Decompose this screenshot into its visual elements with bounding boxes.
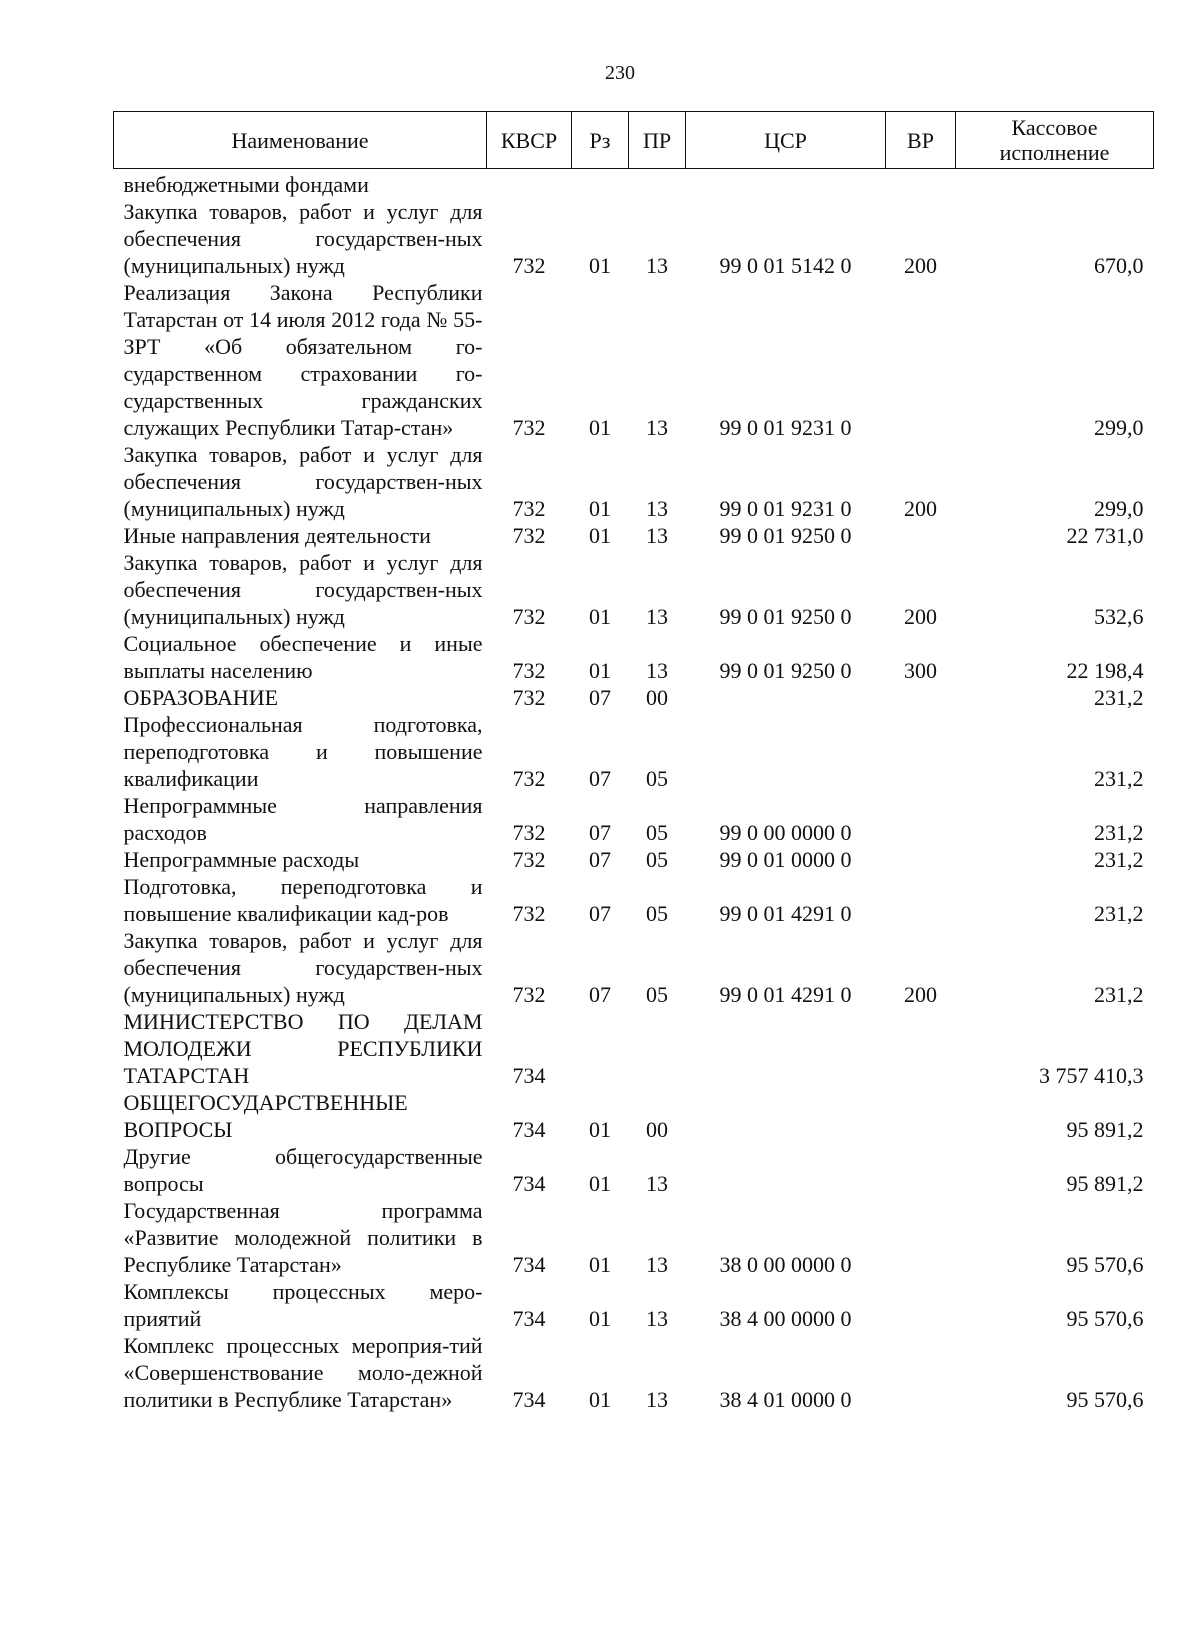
row-amount: 95 891,2 [1066,1117,1144,1142]
table-row [114,279,1154,441]
table-row [114,1332,1154,1413]
row-csr: 38 4 00 0000 0 [719,1306,852,1331]
row-rz: 07 [589,766,611,791]
row-vr [886,846,956,873]
row-csr: 99 0 00 0000 0 [719,820,852,845]
row-amount: 231,2 [1094,685,1144,710]
row-pr: 05 [646,847,668,872]
row-rz [572,169,629,199]
row-kvsr: 734 [512,1306,546,1331]
row-kvsr: 734 [512,1063,546,1088]
column-header-kvsr: КВСР [487,112,572,169]
table-header [114,112,1154,169]
row-rz: 07 [589,847,611,872]
row-rz: 01 [589,1306,611,1331]
row-rz: 01 [589,253,611,278]
row-amount: 22 198,4 [1066,658,1144,683]
table-row [114,1089,1154,1143]
row-vr [886,522,956,549]
row-rz: 01 [589,1252,611,1277]
row-name: Комплекс процессных мероприя-тий «Совершенствование моло-дежной политики в Республике Татарстан» [123,1333,483,1412]
row-pr: 13 [646,658,668,683]
row-kvsr: 734 [512,1171,546,1196]
row-kvsr: 734 [512,1387,546,1412]
row-vr [886,169,956,199]
row-pr: 13 [646,604,668,629]
table-row [114,927,1154,1008]
row-name: МИНИСТЕРСТВО ПО ДЕЛАМ МОЛОДЕЖИ РЕСПУБЛИКИ ТАТАРСТАН [123,1009,483,1088]
table-row [114,1197,1154,1278]
table-row [114,198,1154,279]
row-pr [629,169,686,199]
row-kvsr: 732 [512,685,546,710]
row-kvsr: 732 [512,523,546,548]
row-rz: 01 [589,1387,611,1412]
row-name: внебюджетными фондами [123,172,369,197]
row-vr [886,873,956,927]
row-rz: 07 [589,820,611,845]
row-vr [886,1278,956,1332]
row-amount: 95 570,6 [1066,1252,1144,1277]
row-amount: 231,2 [1094,847,1144,872]
row-pr: 13 [646,415,668,440]
row-amount: 231,2 [1094,766,1144,791]
table-row [114,1008,1154,1089]
row-amount: 532,6 [1094,604,1144,629]
row-name: Социальное обеспечение и иные выплаты населению [123,631,483,683]
budget-table [113,111,1154,1413]
row-csr: 99 0 01 4291 0 [719,901,852,926]
row-vr: 300 [904,658,937,683]
table-row [114,522,1154,549]
row-pr: 05 [646,901,668,926]
column-header-csr: ЦСР [686,112,886,169]
row-kvsr: 734 [512,1252,546,1277]
row-name: Комплексы процессных меро-приятий [123,1279,483,1331]
table-row [114,792,1154,846]
row-rz: 01 [589,658,611,683]
row-name: Другие общегосударственные вопросы [123,1144,483,1196]
row-kvsr: 732 [512,901,546,926]
column-header-name: Наименование [114,112,487,169]
row-name: Государственная программа «Развитие молодежной политики в Республике Татарстан» [123,1198,483,1277]
row-csr: 38 0 00 0000 0 [719,1252,852,1277]
row-pr: 13 [646,1171,668,1196]
row-rz: 01 [589,1171,611,1196]
row-vr [886,711,956,792]
row-csr: 99 0 01 0000 0 [719,847,852,872]
row-name: Закупка товаров, работ и услуг для обеспечения государствен-ных (муниципальных) нужд [123,199,483,278]
row-rz: 01 [589,604,611,629]
table-row [114,711,1154,792]
row-kvsr: 732 [512,766,546,791]
row-csr [686,684,886,711]
row-amount: 3 757 410,3 [1039,1063,1144,1088]
row-name: Закупка товаров, работ и услуг для обеспечения государствен-ных (муниципальных) нужд [123,928,483,1007]
row-rz: 07 [589,685,611,710]
row-csr [686,1089,886,1143]
row-amount: 231,2 [1094,901,1144,926]
row-kvsr: 732 [512,604,546,629]
table-row [114,1143,1154,1197]
row-name: Непрограммные расходы [123,847,360,872]
row-vr [886,684,956,711]
table-row [114,441,1154,522]
row-kvsr: 732 [512,253,546,278]
row-vr: 200 [904,604,937,629]
row-kvsr: 734 [512,1117,546,1142]
row-vr: 200 [904,982,937,1007]
table-row [114,846,1154,873]
row-vr: 200 [904,496,937,521]
row-pr: 05 [646,766,668,791]
table-row [114,630,1154,684]
row-csr: 99 0 01 9231 0 [719,415,852,440]
row-csr: 99 0 01 5142 0 [719,253,852,278]
row-amount: 299,0 [1094,415,1144,440]
row-rz: 07 [589,982,611,1007]
row-rz: 01 [589,1117,611,1142]
row-kvsr: 732 [512,982,546,1007]
row-csr: 99 0 01 9231 0 [719,496,852,521]
row-csr: 99 0 01 9250 0 [719,604,852,629]
row-rz: 01 [589,523,611,548]
row-vr [886,1143,956,1197]
row-name: Реализация Закона Республики Татарстан от 14 июля 2012 года № 55-ЗРТ «Об обязательном го-сударственном страховании го-сударственных гражданских служащих Республики Татар-стан» [123,280,483,440]
row-csr [686,711,886,792]
row-pr: 05 [646,820,668,845]
table-row [114,684,1154,711]
row-name: ОБЩЕГОСУДАРСТВЕННЫЕ ВОПРОСЫ [123,1090,408,1142]
row-vr [886,1332,956,1413]
row-name: Профессиональная подготовка, переподготовка и повышение квалификации [123,712,483,791]
table-row [114,169,1154,199]
table-row [114,873,1154,927]
row-rz: 01 [589,415,611,440]
row-amount: 670,0 [1094,253,1144,278]
row-pr: 13 [646,1306,668,1331]
row-rz [572,1008,629,1089]
column-header-vr: ВР [886,112,956,169]
row-kvsr: 732 [512,658,546,683]
row-name: Закупка товаров, работ и услуг для обеспечения государствен-ных (муниципальных) нужд [123,550,483,629]
row-vr [886,792,956,846]
row-vr [886,1197,956,1278]
table-body [114,169,1154,1414]
table-row [114,549,1154,630]
row-amount: 299,0 [1094,496,1144,521]
row-name: Непрограммные направления расходов [123,793,483,845]
row-kvsr: 732 [512,415,546,440]
row-amount: 95 570,6 [1066,1306,1144,1331]
column-header-rz: Рз [572,112,629,169]
row-pr: 13 [646,496,668,521]
page-number: 230 [605,62,635,84]
row-kvsr: 732 [512,496,546,521]
row-pr: 13 [646,523,668,548]
row-pr: 05 [646,982,668,1007]
row-csr [686,1143,886,1197]
row-rz: 07 [589,901,611,926]
row-pr [629,1008,686,1089]
row-name: Закупка товаров, работ и услуг для обеспечения государствен-ных (муниципальных) нужд [123,442,483,521]
row-csr: 99 0 01 9250 0 [719,658,852,683]
row-vr [886,279,956,441]
row-vr [886,1089,956,1143]
row-amount: 95 570,6 [1066,1387,1144,1412]
row-kvsr: 732 [512,820,546,845]
row-csr: 38 4 01 0000 0 [719,1387,852,1412]
row-kvsr: 732 [512,847,546,872]
row-csr [686,169,886,199]
row-csr [686,1008,886,1089]
row-pr: 13 [646,253,668,278]
table-row [114,1278,1154,1332]
row-pr: 13 [646,1387,668,1412]
row-amount: 231,2 [1094,982,1144,1007]
row-csr: 99 0 01 9250 0 [719,523,852,548]
row-name: Подготовка, переподготовка и повышение квалификации кад-ров [123,874,483,926]
row-amount: 231,2 [1094,820,1144,845]
row-amount [956,169,1154,199]
row-rz: 01 [589,496,611,521]
column-header-amount: Кассовое исполнение [956,112,1154,169]
row-kvsr [487,169,572,199]
row-vr: 200 [904,253,937,278]
row-pr: 13 [646,1252,668,1277]
row-name: ОБРАЗОВАНИЕ [123,685,279,710]
row-name: Иные направления деятельности [123,523,431,548]
row-pr: 00 [646,1117,668,1142]
column-header-pr: ПР [629,112,686,169]
row-amount: 22 731,0 [1066,523,1144,548]
row-csr: 99 0 01 4291 0 [719,982,852,1007]
row-amount: 95 891,2 [1066,1171,1144,1196]
row-pr: 00 [646,685,668,710]
row-vr [886,1008,956,1089]
